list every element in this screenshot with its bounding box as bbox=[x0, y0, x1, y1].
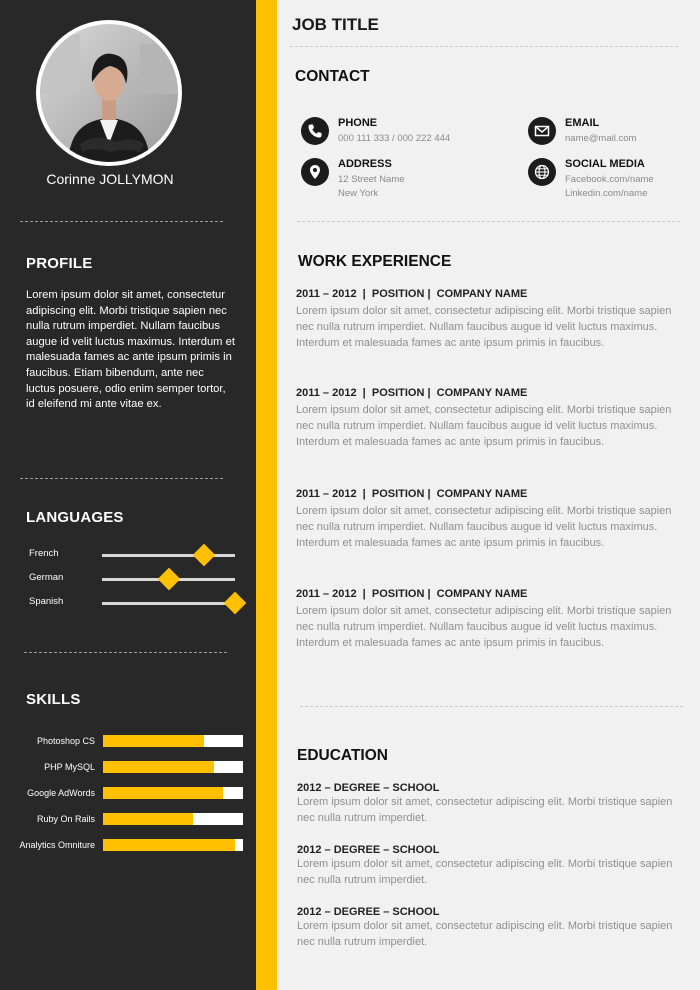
skill-level-bar bbox=[103, 839, 243, 851]
education-entry bbox=[297, 782, 677, 826]
languages-heading: LANGUAGES bbox=[26, 509, 124, 526]
social-facebook: Facebook.com/name bbox=[565, 174, 654, 185]
address-line-2: New York bbox=[338, 187, 379, 199]
location-pin-icon bbox=[301, 158, 329, 186]
education-description: Lorem ipsum dolor sit amet, consectetur adipiscing elit. Morbi tristique sapien nec nulla rutrum imperdiet. bbox=[297, 858, 673, 886]
language-level-marker bbox=[193, 544, 216, 567]
job-description: Lorem ipsum dolor sit amet, consectetur adipiscing elit. Morbi tristique sapien nec nulla rutrum imperdiet. Nullam faucibus augue id velit luctus maximus. Interdum et malesuada fames ac ante ipsum primis in faucibus. bbox=[296, 505, 672, 549]
address-value bbox=[338, 173, 405, 200]
address-line-1: 12 Street Name bbox=[338, 174, 405, 185]
skill-label: PHP MySQL bbox=[44, 762, 95, 772]
education-description: Lorem ipsum dolor sit amet, consectetur adipiscing elit. Morbi tristique sapien nec nulla rutrum imperdiet. bbox=[297, 920, 673, 948]
job-header: 2011 – 2012 | POSITION | COMPANY NAME bbox=[296, 488, 528, 500]
education-header: 2012 – DEGREE – SCHOOL bbox=[297, 782, 440, 794]
globe-icon bbox=[528, 158, 556, 186]
profile-photo bbox=[36, 20, 182, 166]
job-entry bbox=[296, 488, 676, 552]
skill-row bbox=[0, 813, 256, 827]
job-title: JOB TITLE bbox=[292, 15, 379, 34]
phone-icon bbox=[301, 117, 329, 145]
education-description: Lorem ipsum dolor sit amet, consectetur adipiscing elit. Morbi tristique sapien nec nulla rutrum imperdiet. bbox=[297, 796, 673, 824]
skill-level-bar bbox=[103, 787, 243, 799]
divider bbox=[20, 221, 223, 222]
divider bbox=[20, 478, 223, 479]
email-label: EMAIL bbox=[565, 117, 600, 129]
language-label: German bbox=[29, 572, 64, 583]
skill-label: Google AdWords bbox=[27, 788, 95, 798]
job-header: 2011 – 2012 | POSITION | COMPANY NAME bbox=[296, 588, 528, 600]
email-value: name@mail.com bbox=[565, 133, 637, 144]
education-header: 2012 – DEGREE – SCHOOL bbox=[297, 844, 440, 856]
skill-level-fill bbox=[103, 761, 214, 773]
divider bbox=[290, 46, 678, 47]
skill-label: Analytics Omniture bbox=[19, 840, 95, 850]
education-header: 2012 – DEGREE – SCHOOL bbox=[297, 906, 440, 918]
profile-text: Lorem ipsum dolor sit amet, consectetur adipiscing elit. Morbi tristique sapien nec nulla rutrum imperdiet. Nullam faucibus augue id velit luctus maximus. Interdum et malesuada fames ac ante ipsum primis in faucibus. Etiam bibendum, ante nec luctus posuere, odio enim semper tortor, id eleifend mi ante vitae ex. bbox=[26, 289, 235, 411]
skill-level-fill bbox=[103, 813, 193, 825]
language-label: Spanish bbox=[29, 596, 64, 607]
language-row bbox=[0, 569, 256, 589]
contact-heading: CONTACT bbox=[295, 68, 370, 85]
divider bbox=[300, 706, 683, 707]
language-row bbox=[0, 545, 256, 565]
skill-label: Ruby On Rails bbox=[36, 814, 95, 824]
job-description: Lorem ipsum dolor sit amet, consectetur adipiscing elit. Morbi tristique sapien nec nulla rutrum imperdiet. Nullam faucibus augue id velit luctus maximus. Interdum et malesuada fames ac ante ipsum primis in faucibus. bbox=[296, 305, 672, 349]
job-entry bbox=[296, 387, 676, 451]
avatar bbox=[40, 24, 178, 162]
sidebar bbox=[0, 0, 256, 990]
job-header: 2011 – 2012 | POSITION | COMPANY NAME bbox=[296, 288, 528, 300]
work-heading: WORK EXPERIENCE bbox=[298, 253, 452, 270]
social-value bbox=[565, 173, 654, 200]
email-icon bbox=[528, 117, 556, 145]
phone-label: PHONE bbox=[338, 117, 378, 129]
job-entry bbox=[296, 288, 676, 352]
language-level-marker bbox=[224, 592, 247, 615]
skill-row bbox=[0, 761, 256, 775]
profile-heading: PROFILE bbox=[26, 255, 93, 272]
skill-label: Photoshop CS bbox=[36, 736, 95, 746]
skill-level-fill bbox=[103, 787, 223, 799]
skill-level-bar bbox=[103, 761, 243, 773]
job-description: Lorem ipsum dolor sit amet, consectetur adipiscing elit. Morbi tristique sapien nec nulla rutrum imperdiet. Nullam faucibus augue id velit luctus maximus. Interdum et malesuada fames ac ante ipsum primis in faucibus. bbox=[296, 404, 672, 448]
skill-row bbox=[0, 735, 256, 749]
skill-level-bar bbox=[103, 735, 243, 747]
language-row bbox=[0, 593, 256, 613]
language-level-track bbox=[102, 602, 235, 605]
social-linkedin: Linkedin.com/name bbox=[565, 187, 648, 199]
phone-value: 000 111 333 / 000 222 444 bbox=[338, 133, 451, 144]
main-content bbox=[277, 0, 700, 990]
language-level-marker bbox=[157, 568, 180, 591]
skill-level-bar bbox=[103, 813, 243, 825]
divider bbox=[24, 652, 227, 653]
language-label: French bbox=[29, 548, 59, 559]
job-header: 2011 – 2012 | POSITION | COMPANY NAME bbox=[296, 387, 528, 399]
accent-stripe bbox=[256, 0, 277, 990]
divider bbox=[297, 221, 680, 222]
education-entry bbox=[297, 906, 677, 950]
person-name: Corinne JOLLYMON bbox=[46, 171, 174, 187]
job-entry bbox=[296, 588, 676, 652]
address-label: ADDRESS bbox=[338, 158, 392, 170]
skill-row bbox=[0, 839, 256, 853]
skill-level-fill bbox=[103, 735, 204, 747]
social-label: SOCIAL MEDIA bbox=[565, 158, 645, 170]
education-entry bbox=[297, 844, 677, 888]
skill-row bbox=[0, 787, 256, 801]
education-heading: EDUCATION bbox=[297, 747, 388, 764]
skills-heading: SKILLS bbox=[26, 691, 81, 708]
skill-level-fill bbox=[103, 839, 235, 851]
job-description: Lorem ipsum dolor sit amet, consectetur adipiscing elit. Morbi tristique sapien nec nulla rutrum imperdiet. Nullam faucibus augue id velit luctus maximus. Interdum et malesuada fames ac ante ipsum primis in faucibus. bbox=[296, 605, 672, 649]
